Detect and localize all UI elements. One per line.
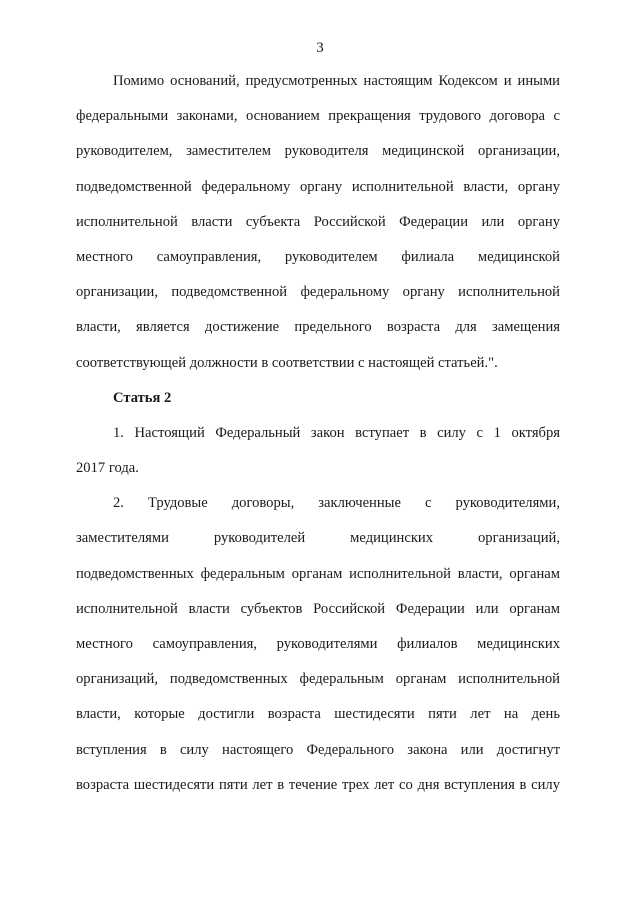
page-number: 3: [316, 40, 324, 56]
text-line: соответствующей должности в соответствии с настоящей статьей.".: [76, 354, 498, 371]
text-line: подведомственных федеральным органам исполнительной власти, органам: [76, 565, 560, 582]
text-line: федеральными законами, основанием прекращения трудового договора с: [76, 108, 560, 125]
text-line: организаций, подведомственных федеральным органам исполнительной: [76, 671, 560, 688]
text-line: 2. Трудовые договоры, заключенные с руководителями,: [113, 495, 560, 512]
text-line: организации, подведомственной федеральному органу исполнительной: [76, 284, 560, 301]
text-line: подведомственной федеральному органу исполнительной власти, органу: [76, 178, 560, 195]
text-line: Помимо оснований, предусмотренных настоящим Кодексом и иными: [113, 73, 560, 89]
text-line: 2017 года.: [76, 460, 139, 477]
text-line: местного самоуправления, руководителем филиала медицинской: [76, 248, 560, 265]
article-heading: Статья 2: [113, 389, 172, 406]
text-line: возраста шестидесяти пяти лет в течение трех лет со дня вступления в силу: [76, 776, 560, 793]
text-line: власти, является достижение предельного возраста для замещения: [76, 319, 560, 336]
text-line: заместителями руководителей медицинских организаций,: [76, 530, 560, 547]
text-line: исполнительной власти субъектов Российской Федерации или органам: [76, 600, 560, 617]
text-line: 1. Настоящий Федеральный закон вступает в силу с 1 октября: [113, 424, 560, 441]
text-line: местного самоуправления, руководителями филиалов медицинских: [76, 636, 560, 652]
text-line: руководителем, заместителем руководителя медицинской организации,: [76, 143, 560, 160]
text-line: исполнительной власти субъекта Российской Федерации или органу: [76, 213, 560, 230]
document-body: [76, 64, 560, 803]
text-line: вступления в силу настоящего Федерального закона или достигнут: [76, 741, 560, 758]
text-line: власти, которые достигли возраста шестидесяти пяти лет на день: [76, 706, 560, 723]
